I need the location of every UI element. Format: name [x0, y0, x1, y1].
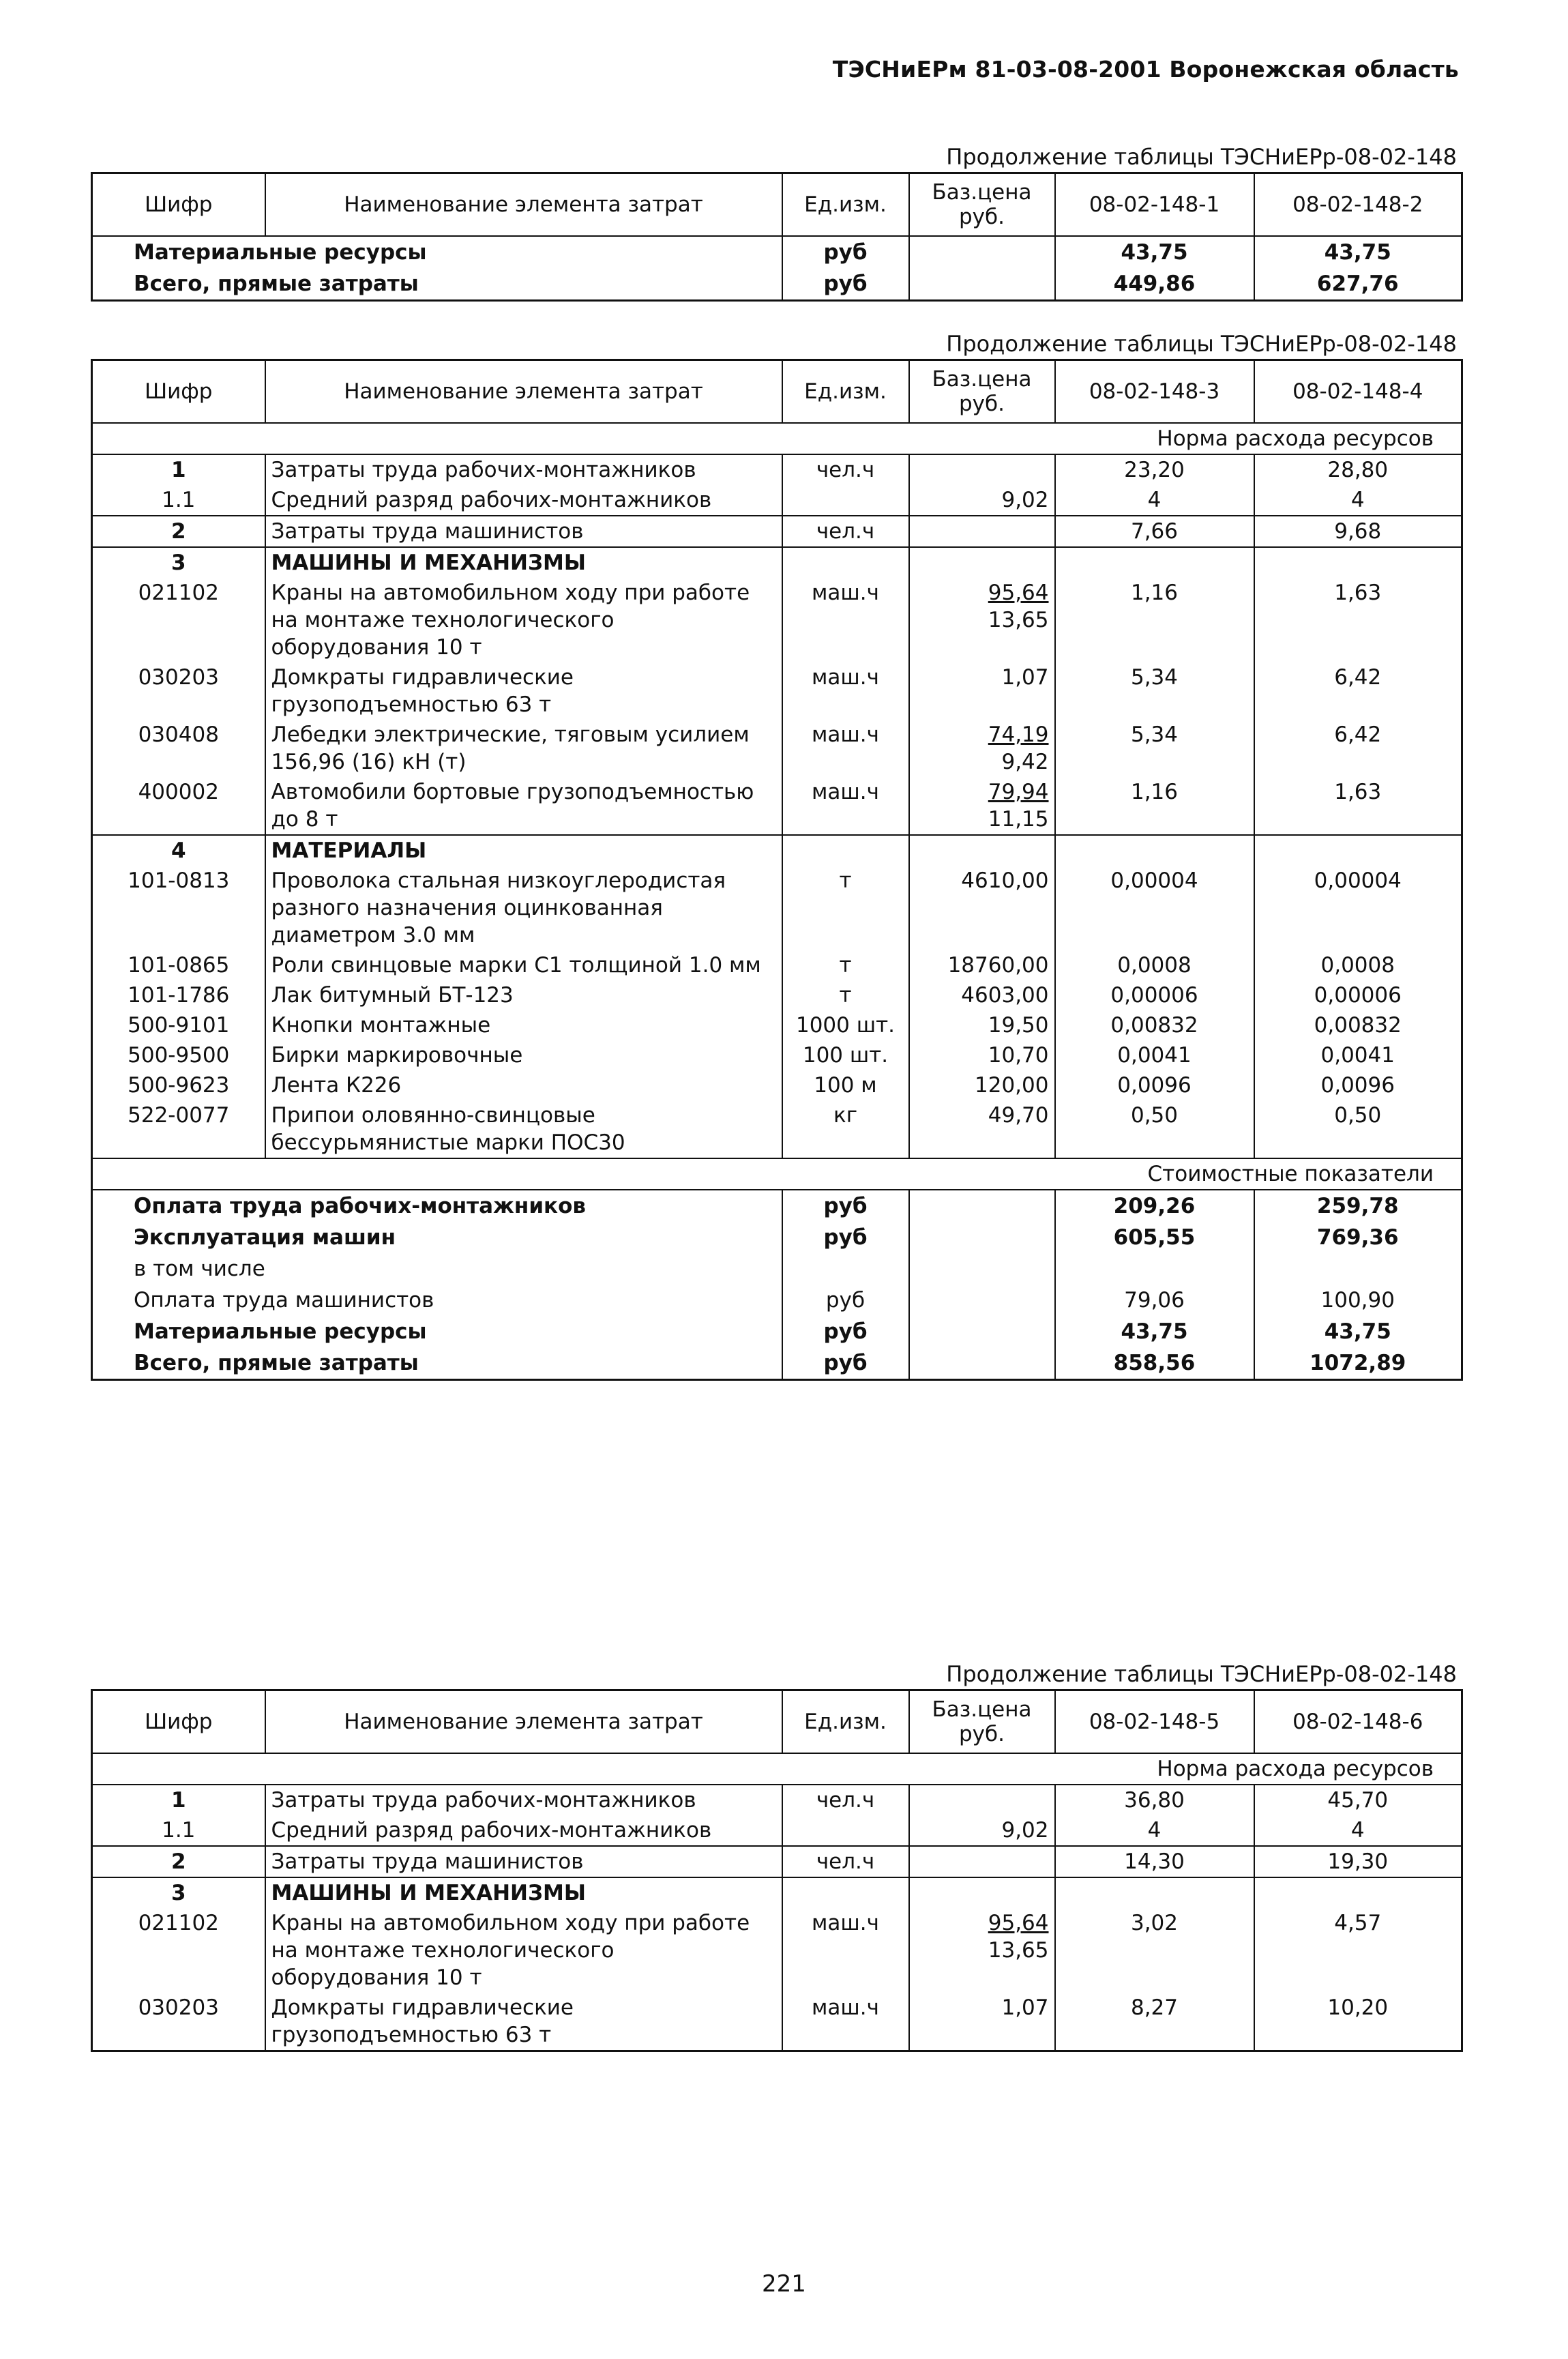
row-name: Средний разряд рабочих-монтажников: [265, 1815, 782, 1846]
norm-label: Норма расхода ресурсов: [92, 423, 1462, 454]
summary-unit: руб: [782, 1347, 909, 1380]
row-name: МАШИНЫ И МЕХАНИЗМЫ: [265, 547, 782, 578]
row-value-1: 0,00832: [1055, 1010, 1254, 1040]
row-price-value: 9,02: [1001, 487, 1049, 512]
row-price: [909, 1040, 1055, 1070]
row-code: 2: [92, 1846, 265, 1877]
row-price: [909, 516, 1055, 547]
summary-value-1: [1055, 1253, 1254, 1285]
row-price-value: 10,70: [988, 1042, 1049, 1068]
row-value-1: 0,0096: [1055, 1070, 1254, 1100]
row-price: [909, 1846, 1055, 1877]
row-name: Кнопки монтажные: [265, 1010, 782, 1040]
row-code: 500-9500: [92, 1040, 265, 1070]
summary-row: [92, 268, 1462, 301]
summary-row: [92, 1190, 1462, 1222]
row-name: МАШИНЫ И МЕХАНИЗМЫ: [265, 1877, 782, 1908]
row-price: [909, 662, 1055, 720]
row-code: 1: [92, 454, 265, 485]
summary-unit: руб: [782, 236, 909, 268]
row-value-2: 1,63: [1334, 779, 1382, 804]
table-2-summary: [92, 1158, 1462, 1380]
table-row: [92, 662, 1462, 720]
row-code: 3: [92, 1877, 265, 1908]
row-unit: маш.ч: [782, 1993, 909, 2051]
row-price: [909, 835, 1055, 866]
row-code: 4: [92, 835, 265, 866]
summary-value-1: 43,75: [1055, 1316, 1254, 1347]
header-code: Шифр: [92, 173, 265, 236]
table-1-caption: Продолжение таблицы ТЭСНиЕРр-08-02-148: [946, 144, 1457, 170]
row-price-value: 4603,00: [961, 982, 1049, 1008]
header-price: Баз.цена руб.: [909, 173, 1055, 236]
row-value-1: 1,16: [1055, 578, 1254, 662]
summary-value-2: [1254, 1253, 1462, 1285]
row-price: [909, 1908, 1055, 1993]
row-code: 1.1: [92, 485, 265, 516]
row-name: Бирки маркировочные: [265, 1040, 782, 1070]
row-value-2: 28,80: [1254, 454, 1462, 485]
row-value-2: 6,42: [1334, 664, 1382, 690]
row-code: 030203: [92, 1993, 265, 2051]
summary-row: [92, 1316, 1462, 1347]
row-value-2: 4: [1350, 1817, 1365, 1843]
row-name: Затраты труда машинистов: [265, 1846, 782, 1877]
summary-label: Оплата труда рабочих-монтажников: [92, 1190, 782, 1222]
table-row: [92, 720, 1462, 777]
summary-price: [909, 1285, 1055, 1316]
row-price-value: 120,00: [975, 1072, 1049, 1098]
row-unit: т: [782, 980, 909, 1010]
row-price-value: 95,64: [988, 1910, 1049, 1935]
row-unit: 1000 шт.: [782, 1010, 909, 1040]
row-value-1: 0,0041: [1055, 1040, 1254, 1070]
row-code: 1.1: [92, 1815, 265, 1846]
summary-row: [92, 236, 1462, 268]
row-value-2: 0,00832: [1314, 1012, 1402, 1038]
row-value-1: 5,34: [1055, 662, 1254, 720]
summary-unit: руб: [782, 1316, 909, 1347]
row-value-1: 23,20: [1055, 454, 1254, 485]
summary-unit: руб: [782, 1285, 909, 1316]
row-value-2: 19,30: [1254, 1846, 1462, 1877]
row-name: Лента К226: [265, 1070, 782, 1100]
table-row: [92, 547, 1462, 578]
row-unit: кг: [782, 1100, 909, 1158]
row-code: 400002: [92, 777, 265, 835]
row-price: [909, 777, 1055, 835]
row-value-1: 0,00004: [1055, 866, 1254, 950]
row-value-1: 4: [1055, 1815, 1254, 1846]
summary-value-2: 627,76: [1316, 271, 1399, 296]
header-col2: 08-02-148-2: [1254, 173, 1462, 236]
table-1: [91, 172, 1463, 302]
row-value-1: [1055, 835, 1254, 866]
row-value-2: [1254, 835, 1462, 866]
summary-price: [909, 1190, 1055, 1222]
summary-label: Материальные ресурсы: [92, 236, 782, 268]
row-unit: 100 м: [782, 1070, 909, 1100]
row-name: Домкраты гидравлические грузоподъемностью 63 т: [265, 1993, 782, 2051]
row-value-2: 6,42: [1334, 722, 1382, 747]
row-price: [909, 1815, 1055, 1846]
row-value-2: 45,70: [1254, 1785, 1462, 1815]
row-name: Домкраты гидравлические грузоподъемностью 63 т: [265, 662, 782, 720]
row-unit: маш.ч: [782, 777, 909, 835]
row-value-2: 0,0096: [1320, 1072, 1395, 1098]
summary-value-2: 43,75: [1324, 1319, 1391, 1344]
row-name: Краны на автомобильном ходу при работе на монтаже технологического оборудования 10 т: [265, 578, 782, 662]
row-unit: 100 шт.: [782, 1040, 909, 1070]
table-3-block: [91, 1660, 1461, 2052]
row-value-2: 9,68: [1254, 516, 1462, 547]
row-price-value: 19,50: [988, 1012, 1049, 1038]
summary-unit: руб: [782, 268, 909, 301]
summary-value-1: 605,55: [1055, 1222, 1254, 1253]
summary-unit: руб: [782, 1222, 909, 1253]
table-row: [92, 835, 1462, 866]
page-number: 221: [762, 2270, 806, 2298]
header-name: Наименование элемента затрат: [265, 173, 782, 236]
row-value-1: [1055, 547, 1254, 578]
header-col1: 08-02-148-3: [1055, 360, 1254, 423]
row-value-2: 0,50: [1334, 1102, 1382, 1128]
row-value-1: 7,66: [1055, 516, 1254, 547]
row-value-1: 36,80: [1055, 1785, 1254, 1815]
header-price: Баз.цена руб.: [909, 1690, 1055, 1753]
row-price: [909, 1785, 1055, 1815]
row-unit: маш.ч: [782, 1908, 909, 1993]
table-row: [92, 1100, 1462, 1158]
row-value-2: [1254, 547, 1462, 578]
row-code: 101-0813: [92, 866, 265, 950]
row-code: 101-0865: [92, 950, 265, 980]
row-unit: [782, 485, 909, 516]
row-code: 1: [92, 1785, 265, 1815]
header-code: Шифр: [92, 1690, 265, 1753]
table-row: [92, 980, 1462, 1010]
row-value-1: 0,00006: [1055, 980, 1254, 1010]
table-3-caption: Продолжение таблицы ТЭСНиЕРр-08-02-148: [946, 1661, 1457, 1687]
row-value-2: 4,57: [1334, 1910, 1382, 1935]
row-value-1: 4: [1055, 485, 1254, 516]
summary-value-1: 209,26: [1055, 1190, 1254, 1222]
norm-row: [92, 423, 1462, 454]
row-price-value: 9,02: [1001, 1817, 1049, 1843]
row-price-salary: 9,42: [1001, 749, 1049, 774]
table-1-header-row: [92, 173, 1462, 236]
row-price: [909, 1070, 1055, 1100]
row-name: Затраты труда рабочих-монтажников: [265, 1785, 782, 1815]
row-code: 021102: [92, 578, 265, 662]
row-price: [909, 454, 1055, 485]
row-price: [909, 1010, 1055, 1040]
row-unit: [782, 1877, 909, 1908]
header-code: Шифр: [92, 360, 265, 423]
summary-label: Всего, прямые затраты: [92, 268, 782, 301]
summary-label: в том числе: [92, 1253, 782, 1285]
row-price-value: 74,19: [988, 722, 1049, 747]
summary-value-1: 43,75: [1055, 236, 1254, 268]
summary-price: [909, 1253, 1055, 1285]
row-name: Автомобили бортовые грузоподъемностью до 8 т: [265, 777, 782, 835]
summary-label: Материальные ресурсы: [92, 1316, 782, 1347]
row-value-1: 0,50: [1055, 1100, 1254, 1158]
row-unit: чел.ч: [782, 454, 909, 485]
summary-value-2: 1072,89: [1310, 1350, 1406, 1375]
row-name: Припои оловянно-свинцовые бессурьмянистые марки ПОС30: [265, 1100, 782, 1158]
row-price-value: 1,07: [1001, 664, 1049, 690]
row-name: Роли свинцовые марки С1 толщиной 1.0 мм: [265, 950, 782, 980]
row-price-value: 4610,00: [961, 868, 1049, 893]
table-row: [92, 516, 1462, 547]
header-col2: 08-02-148-6: [1254, 1690, 1462, 1753]
row-unit: маш.ч: [782, 662, 909, 720]
header-unit: Ед.изм.: [782, 360, 909, 423]
summary-row: [92, 1253, 1462, 1285]
cost-row: [92, 1158, 1462, 1190]
row-name: Затраты труда машинистов: [265, 516, 782, 547]
row-name: Затраты труда рабочих-монтажников: [265, 454, 782, 485]
row-unit: т: [782, 950, 909, 980]
summary-unit: руб: [782, 1190, 909, 1222]
table-2-body: [92, 423, 1462, 1158]
row-value-2: [1254, 1877, 1462, 1908]
row-code: 021102: [92, 1908, 265, 1993]
row-unit: маш.ч: [782, 720, 909, 777]
table-row: [92, 1815, 1462, 1846]
row-price-value: 95,64: [988, 580, 1049, 605]
row-unit: [782, 547, 909, 578]
summary-value-2: 43,75: [1324, 239, 1391, 265]
summary-label: Всего, прямые затраты: [92, 1347, 782, 1380]
row-price-salary: 11,15: [988, 806, 1049, 832]
row-price: [909, 1100, 1055, 1158]
table-3-body: [92, 1753, 1462, 2051]
row-code: 500-9101: [92, 1010, 265, 1040]
table-row: [92, 1908, 1462, 1993]
table-row: [92, 950, 1462, 980]
summary-value-1: 449,86: [1055, 268, 1254, 301]
row-price: [909, 866, 1055, 950]
summary-price: [909, 236, 1055, 268]
header-col1: 08-02-148-5: [1055, 1690, 1254, 1753]
row-unit: [782, 1815, 909, 1846]
summary-value-1: 858,56: [1055, 1347, 1254, 1380]
summary-row: [92, 1222, 1462, 1253]
table-row: [92, 1877, 1462, 1908]
table-2-caption: Продолжение таблицы ТЭСНиЕРр-08-02-148: [946, 331, 1457, 357]
summary-value-2: 259,78: [1316, 1193, 1399, 1218]
row-value-1: [1055, 1877, 1254, 1908]
row-value-2: 10,20: [1327, 1995, 1389, 2020]
row-value-2: 0,00006: [1314, 982, 1402, 1008]
summary-value-1: 79,06: [1055, 1285, 1254, 1316]
header-col1: 08-02-148-1: [1055, 173, 1254, 236]
row-code: 2: [92, 516, 265, 547]
table-3: [91, 1689, 1463, 2052]
summary-price: [909, 1222, 1055, 1253]
row-code: 522-0077: [92, 1100, 265, 1158]
row-value-1: 14,30: [1055, 1846, 1254, 1877]
row-name: Лебедки электрические, тяговым усилием 156,96 (16) кН (т): [265, 720, 782, 777]
row-name: Проволока стальная низкоуглеродистая разного назначения оцинкованная диаметром 3.0 мм: [265, 866, 782, 950]
row-price-salary: 13,65: [988, 1937, 1049, 1963]
summary-row: [92, 1285, 1462, 1316]
header-col2: 08-02-148-4: [1254, 360, 1462, 423]
row-unit: [782, 835, 909, 866]
row-price: [909, 1877, 1055, 1908]
document-header: ТЭСНиЕРм 81-03-08-2001 Воронежская область: [832, 56, 1459, 83]
row-price: [909, 980, 1055, 1010]
table-row: [92, 1010, 1462, 1040]
norm-row: [92, 1753, 1462, 1785]
summary-value-2: 100,90: [1320, 1287, 1395, 1313]
table-2-block: [91, 330, 1461, 1381]
row-price-salary: 13,65: [988, 607, 1049, 632]
row-price: [909, 578, 1055, 662]
summary-row: [92, 1347, 1462, 1380]
header-name: Наименование элемента затрат: [265, 360, 782, 423]
row-name: МАТЕРИАЛЫ: [265, 835, 782, 866]
row-code: 500-9623: [92, 1070, 265, 1100]
row-name: Краны на автомобильном ходу при работе на монтаже технологического оборудования 10 т: [265, 1908, 782, 1993]
row-value-2: 4: [1350, 487, 1365, 512]
row-value-1: 3,02: [1055, 1908, 1254, 1993]
row-value-2: 0,00004: [1314, 868, 1402, 893]
table-1-block: [91, 143, 1461, 302]
summary-label: Эксплуатация машин: [92, 1222, 782, 1253]
summary-price: [909, 268, 1055, 301]
row-name: Лак битумный БТ-123: [265, 980, 782, 1010]
table-row: [92, 1785, 1462, 1815]
row-value-1: 0,0008: [1055, 950, 1254, 980]
table-2-header-row: [92, 360, 1462, 423]
row-unit: т: [782, 866, 909, 950]
table-row: [92, 578, 1462, 662]
row-price-value: 49,70: [988, 1102, 1049, 1128]
row-price-value: 79,94: [988, 779, 1049, 804]
row-code: 030408: [92, 720, 265, 777]
header-name: Наименование элемента затрат: [265, 1690, 782, 1753]
row-code: 101-1786: [92, 980, 265, 1010]
row-unit: чел.ч: [782, 516, 909, 547]
summary-unit: [782, 1253, 909, 1285]
row-value-2: 0,0008: [1320, 952, 1395, 978]
header-price: Баз.цена руб.: [909, 360, 1055, 423]
row-value-1: 1,16: [1055, 777, 1254, 835]
row-code: 3: [92, 547, 265, 578]
row-code: 030203: [92, 662, 265, 720]
row-price: [909, 547, 1055, 578]
row-value-1: 5,34: [1055, 720, 1254, 777]
summary-price: [909, 1347, 1055, 1380]
row-unit: чел.ч: [782, 1846, 909, 1877]
row-value-2: 0,0041: [1320, 1042, 1395, 1068]
row-price: [909, 950, 1055, 980]
summary-label: Оплата труда машинистов: [92, 1285, 782, 1316]
row-unit: чел.ч: [782, 1785, 909, 1815]
table-row: [92, 1993, 1462, 2051]
cost-label: Стоимостные показатели: [92, 1158, 1462, 1190]
table-row: [92, 1070, 1462, 1100]
table-row: [92, 1040, 1462, 1070]
table-row: [92, 485, 1462, 516]
table-3-header-row: [92, 1690, 1462, 1753]
row-value-2: 1,63: [1334, 580, 1382, 605]
row-price: [909, 1993, 1055, 2051]
norm-label: Норма расхода ресурсов: [92, 1753, 1462, 1785]
row-price-value: 18760,00: [947, 952, 1049, 978]
summary-value-2: 769,36: [1316, 1225, 1399, 1250]
table-row: [92, 1846, 1462, 1877]
table-2: [91, 359, 1463, 1381]
summary-price: [909, 1316, 1055, 1347]
row-unit: маш.ч: [782, 578, 909, 662]
table-row: [92, 777, 1462, 835]
table-row: [92, 454, 1462, 485]
row-name: Средний разряд рабочих-монтажников: [265, 485, 782, 516]
row-value-1: 8,27: [1055, 1993, 1254, 2051]
header-unit: Ед.изм.: [782, 173, 909, 236]
header-unit: Ед.изм.: [782, 1690, 909, 1753]
row-price: [909, 720, 1055, 777]
row-price-value: 1,07: [1001, 1995, 1049, 2020]
table-row: [92, 866, 1462, 950]
row-price: [909, 485, 1055, 516]
